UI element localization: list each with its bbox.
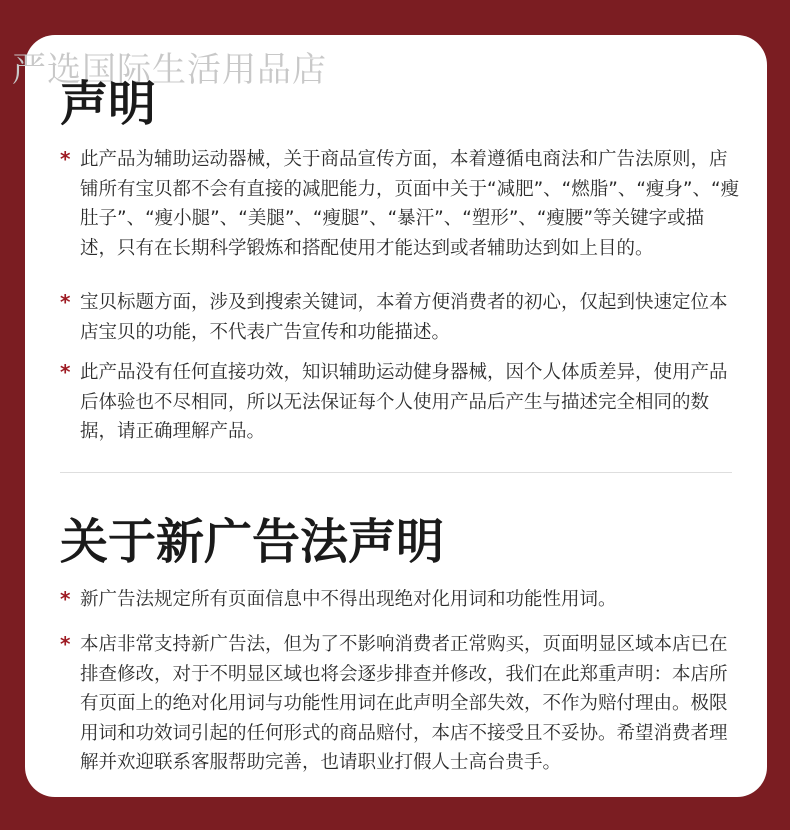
section-divider	[60, 472, 732, 473]
ad-law-item	[60, 585, 740, 615]
statement-item-text: 此产品没有任何直接功效，知识辅助运动健身器械，因个人体质差异，使用产品后体验也不尽相同，所以无法保证每个人使用产品后产生与描述完全相同的数据，请正确理解产品。	[80, 362, 728, 442]
statement-item	[60, 288, 740, 347]
statement-item-text: 宝贝标题方面，涉及到搜索关键词，本着方便消费者的初心，仅起到快速定位本店宝贝的功能，不代表广告宣传和功能描述。	[80, 292, 728, 343]
ad-law-item-text: 新广告法规定所有页面信息中不得出现绝对化用词和功能性用词。	[80, 589, 617, 610]
bullet-star-icon: *	[60, 290, 71, 314]
statement-item-text: 此产品为辅助运动器械，关于商品宣传方面，本着遵循电商法和广告法原则，店铺所有宝贝都不会有直接的减肥能力，页面中关于“减肥”、“燃脂”、“瘦身”、“瘦肚子”、“瘦小腿”、“美腿”、“瘦腿”、“暴汗”、“塑形”、“瘦腰”等关键字或描述，只有在长期科学锻炼和搭配使用才能达到或者辅助达到如上目的。	[80, 149, 740, 259]
statement-title: 声明	[60, 76, 157, 132]
statement-item	[60, 358, 740, 447]
statement-item	[60, 145, 740, 263]
ad-law-item-text: 本店非常支持新广告法，但为了不影响消费者正常购买，页面明显区域本店已在排查修改，对于不明显区域也将会逐步排查并修改，我们在此郑重声明：本店所有页面上的绝对化用词与功能性用词在此声明全部失效，不作为赔付理由。极限用词和功效词引起的任何形式的商品赔付，本店不接受且不妥协。希望消费者理解并欢迎联系客服帮助完善，也请职业打假人士高台贵手。	[80, 634, 728, 773]
ad-law-statement-title: 关于新广告法声明	[60, 514, 445, 570]
bullet-star-icon: *	[60, 587, 71, 611]
ad-law-item	[60, 630, 740, 778]
bullet-star-icon: *	[60, 360, 71, 384]
store-watermark: 严选国际生活用品店	[12, 50, 327, 90]
bullet-star-icon: *	[60, 147, 71, 171]
bullet-star-icon: *	[60, 632, 71, 656]
